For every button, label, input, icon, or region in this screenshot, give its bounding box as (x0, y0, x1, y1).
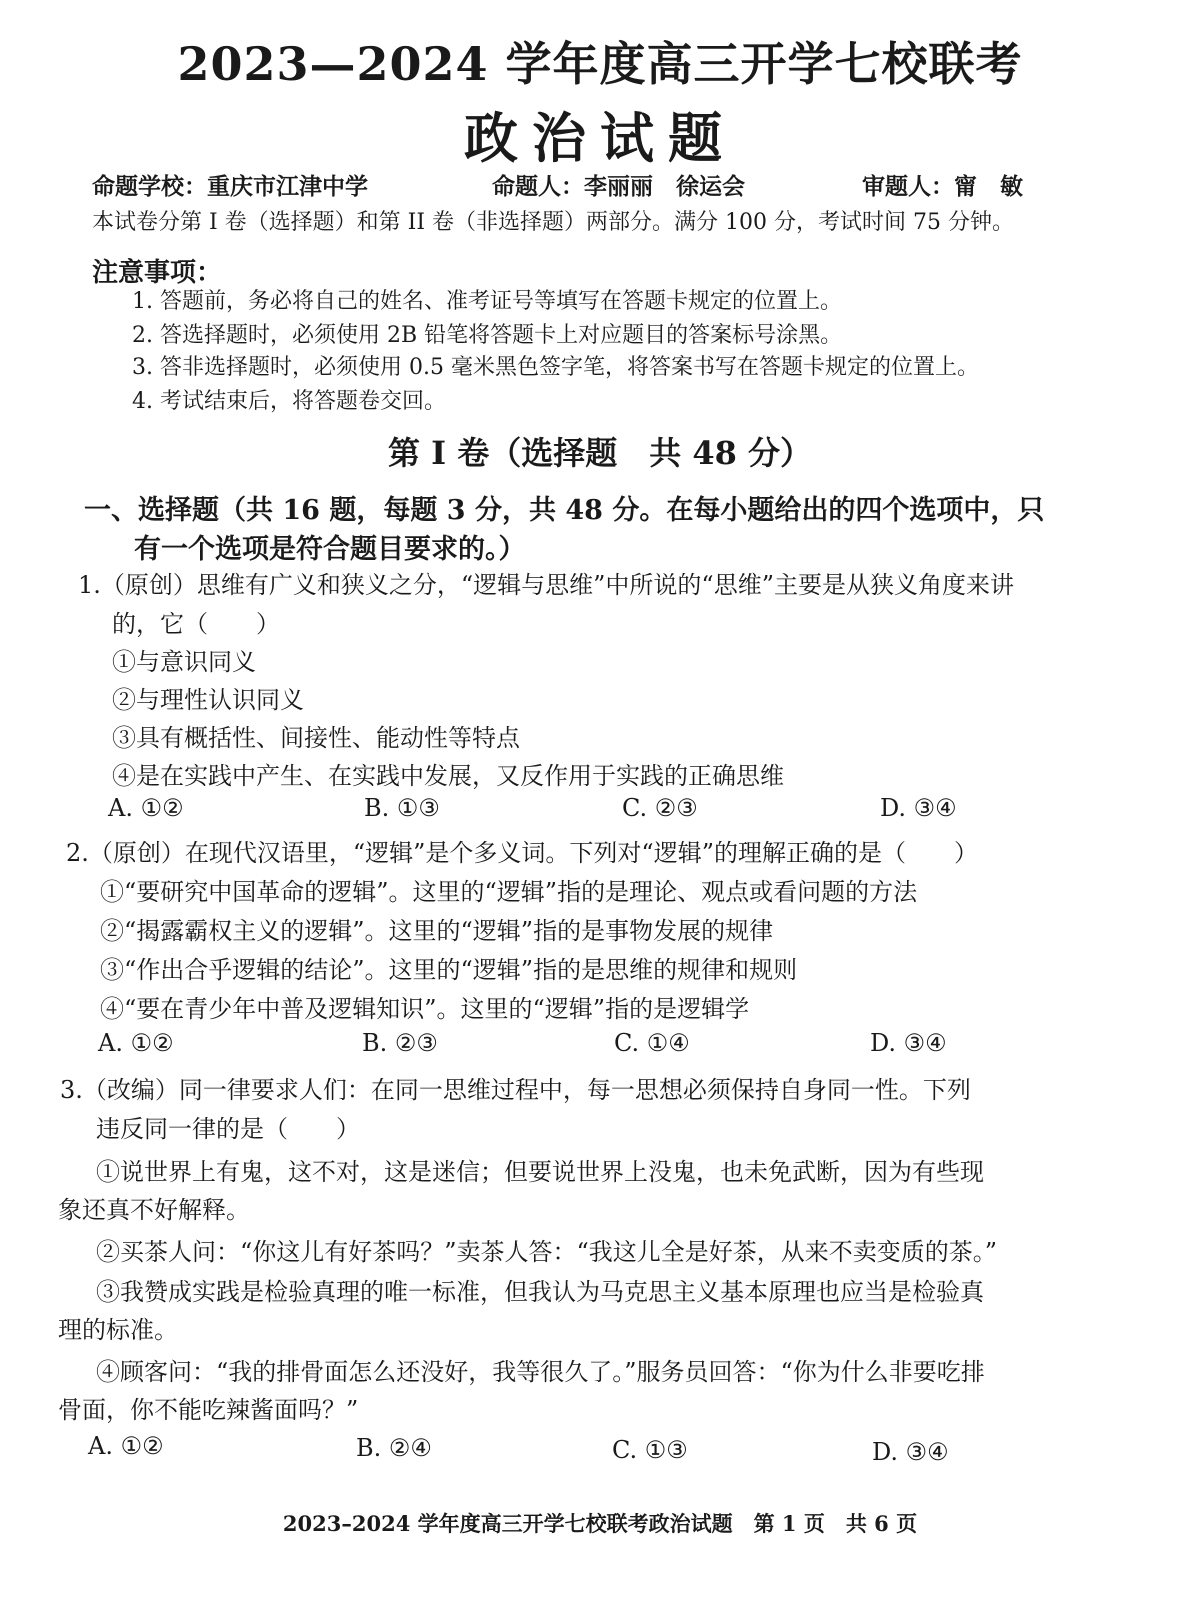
question-3-stem: 3.（改编）同一律要求人们：在同一思维过程中，每一思想必须保持自身同一性。下列 (60, 1076, 971, 1104)
question-3-text: 骨面，你不能吃辣酱面吗？” (58, 1396, 359, 1424)
question-3-text: ①说世界上有鬼，这不对，这是迷信；但要说世界上没鬼，也未免武断，因为有些现 (96, 1158, 984, 1186)
question-1-option-d: D. ③④ (880, 794, 957, 822)
question-3-text: ③我赞成实践是检验真理的唯一标准，但我认为马克思主义基本原理也应当是检验真 (96, 1278, 984, 1306)
part-one-heading-cont: 有一个选项是符合题目要求的。） (134, 534, 526, 565)
question-2-option-d: D. ③④ (870, 1029, 947, 1057)
question-2-item: ②“揭露霸权主义的逻辑”。这里的“逻辑”指的是事物发展的规律 (100, 917, 774, 945)
question-3-text: ④顾客问：“我的排骨面怎么还没好，我等很久了。”服务员回答：“你为什么非要吃排 (96, 1358, 985, 1386)
question-3-text: 象还真不好解释。 (58, 1196, 250, 1224)
question-3-option-d: D. ③④ (872, 1438, 949, 1466)
question-1-item: ②与理性认识同义 (112, 686, 304, 714)
question-3-option-c: C. ①③ (612, 1436, 688, 1464)
question-1-stem-cont: 的，它（ ） (112, 610, 280, 638)
question-3-text: ②买茶人问：“你这儿有好茶吗？”卖茶人答：“我这儿全是好茶，从来不卖变质的茶。” (96, 1238, 998, 1266)
section-title: 第 I 卷（选择题 共 48 分） (387, 434, 813, 472)
question-1-option-b: B. ①③ (364, 794, 440, 822)
part-one-heading: 一、选择题（共 16 题，每题 3 分，共 48 分。在每小题给出的四个选项中，只 (84, 495, 1045, 526)
subject-title: 政治试题 (464, 106, 736, 170)
question-1-option-c: C. ②③ (622, 794, 698, 822)
exam-instructions: 本试卷分第 I 卷（选择题）和第 II 卷（非选择题）两部分。满分 100 分，考试时间 75 分钟。 (92, 210, 1015, 235)
question-1-item: ③具有概括性、间接性、能动性等特点 (112, 724, 520, 752)
exam-title: 2023—2024 学年度高三开学七校联考 (177, 37, 1023, 91)
question-2-item: ③“作出合乎逻辑的结论”。这里的“逻辑”指的是思维的规律和规则 (100, 956, 798, 984)
question-1-stem: 1.（原创）思维有广义和狭义之分，“逻辑与思维”中所说的“思维”主要是从狭义角度来讲 (78, 571, 1014, 599)
question-1-item: ①与意识同义 (112, 648, 256, 676)
question-2-option-a: A. ①② (98, 1029, 174, 1057)
notice-item: 3. 答非选择题时，必须使用 0.5 毫米黑色签字笔，将答案书写在答题卡规定的位置上。 (132, 355, 979, 380)
question-3-stem-cont: 违反同一律的是（ ） (96, 1115, 360, 1143)
page-footer: 2023–2024 学年度高三开学七校联考政治试题 第 1 页 共 6 页 (282, 1511, 918, 1536)
question-2-stem: 2.（原创）在现代汉语里，“逻辑”是个多义词。下列对“逻辑”的理解正确的是（ ） (66, 839, 978, 867)
question-1-option-a: A. ①② (108, 794, 184, 822)
question-2-item: ④“要在青少年中普及逻辑知识”。这里的“逻辑”指的是逻辑学 (100, 995, 750, 1023)
question-2-option-c: C. ①④ (614, 1029, 690, 1057)
notice-heading: 注意事项： (92, 258, 223, 288)
notice-item: 2. 答选择题时，必须使用 2B 铅笔将答题卡上对应题目的答案标号涂黑。 (132, 323, 843, 348)
question-3-option-a: A. ①② (88, 1432, 164, 1460)
question-2-option-b: B. ②③ (362, 1029, 438, 1057)
notice-item: 1. 答题前，务必将自己的姓名、准考证号等填写在答题卡规定的位置上。 (132, 289, 842, 314)
notice-item: 4. 考试结束后，将答题卷交回。 (132, 389, 446, 414)
authors-info: 命题人：李丽丽 徐运会 (492, 173, 745, 200)
school-info: 命题学校：重庆市江津中学 (92, 173, 368, 200)
question-2-item: ①“要研究中国革命的逻辑”。这里的“逻辑”指的是理论、观点或看问题的方法 (100, 878, 918, 906)
question-3-option-b: B. ②④ (356, 1434, 432, 1462)
question-1-item: ④是在实践中产生、在实践中发展，又反作用于实践的正确思维 (112, 762, 784, 790)
reviewer-info: 审题人：甯 敏 (862, 173, 1023, 200)
question-3-text: 理的标准。 (58, 1316, 178, 1344)
